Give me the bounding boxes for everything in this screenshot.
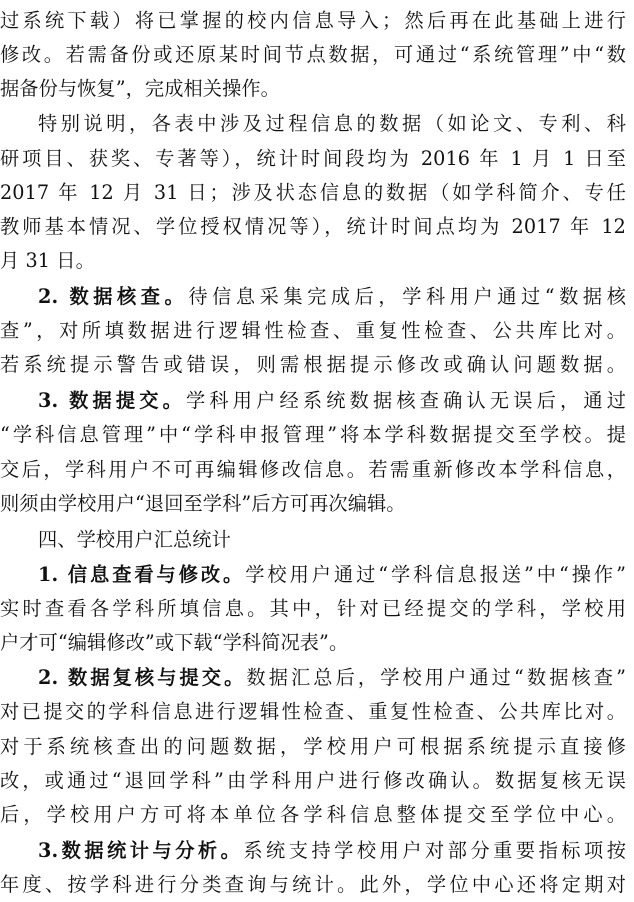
section-heading: 2. 数据复核与提交。 <box>38 666 247 690</box>
text-line <box>0 453 634 487</box>
line-text <box>38 384 626 418</box>
section-heading: 2. 数据核查。 <box>38 284 189 308</box>
section-heading: 3.数据统计与分析。 <box>38 838 244 862</box>
text-line <box>0 142 634 176</box>
line-text: 特别说明，各表中涉及过程信息的数据（如论文、专利、科 <box>38 112 626 136</box>
line-text: 对已提交的学科信息进行逻辑性检查、重复性检查、公共库比对。 <box>0 700 626 724</box>
line-text: 过系统下载）将已掌握的校内信息导入；然后再在此基础上进行 <box>0 9 626 32</box>
text-line <box>0 244 634 278</box>
line-text-segment: 数据汇总后，学校用户通过“数据核查” <box>246 666 626 690</box>
line-text: 年度、按学科进行分类查询与统计。此外，学位中心还将定期对 <box>0 873 626 896</box>
line-text <box>38 558 626 592</box>
text-line <box>0 176 634 210</box>
text-line <box>0 384 634 418</box>
line-text: 教师基本情况、学位授权情况等），统计时间点均为 2017 年 12 <box>0 214 626 238</box>
line-text-segment: 待信息采集完成后，学科用户通过“数据核 <box>188 284 626 308</box>
text-line <box>0 4 634 38</box>
text-line <box>0 38 634 72</box>
line-text: 据备份与恢复”，完成相关操作。 <box>0 77 280 101</box>
text-line <box>0 107 634 141</box>
text-line <box>0 314 634 348</box>
text-line <box>0 764 634 798</box>
line-text-segment: 学科用户经系统数据核查确认无误后，通过 <box>185 389 626 413</box>
line-text: 修改。若需备份或还原某时间节点数据，可通过“系统管理”中“数 <box>0 43 626 67</box>
text-line <box>0 592 634 626</box>
text-line <box>0 487 634 521</box>
section-heading: 3. 数据提交。 <box>38 389 186 413</box>
line-text: 查”，对所填数据进行逻辑性检查、重复性检查、公共库比对。 <box>0 319 626 343</box>
line-text: 后，学校用户方可将本单位各学科信息整体提交至学位中心。 <box>0 802 626 826</box>
line-text: “学科信息管理”中“学科申报管理”将本学科数据提交至学校。提 <box>0 423 626 447</box>
line-text: 户才可“编辑修改”或下载“学科简况表”。 <box>0 631 349 655</box>
line-text: 月 31 日。 <box>0 248 95 272</box>
text-line <box>0 661 634 695</box>
text-line <box>0 695 634 729</box>
text-line <box>0 523 634 557</box>
section-title: 四、学校用户汇总统计 <box>38 527 231 551</box>
line-text <box>38 661 626 695</box>
line-text: 交后，学科用户不可再编辑修改信息。若需重新修改本学科信息， <box>0 457 626 481</box>
line-text: 研项目、获奖、专著等），统计时间段均为 2016 年 1 月 1 日至 <box>0 146 626 170</box>
text-line <box>0 210 634 244</box>
line-text: 实时查看各学科所填信息。其中，针对已经提交的学科，学校用 <box>0 597 626 620</box>
line-text-segment: 系统支持学校用户对部分重要指标项按 <box>243 838 627 862</box>
text-line <box>0 626 634 660</box>
line-text: 若系统提示警告或错误，则需根据提示修改或确认问题数据。 <box>0 353 626 377</box>
line-text: 2017 年 12 月 31 日；涉及状态信息的数据（如学科简介、专任 <box>0 180 626 204</box>
text-line <box>0 418 634 452</box>
text-line <box>0 834 634 868</box>
text-line <box>0 558 634 592</box>
text-line <box>0 348 634 382</box>
line-text <box>38 834 626 868</box>
text-line <box>0 280 634 314</box>
line-text-segment: 学校用户通过“学科信息报送”中“操作” <box>245 562 627 586</box>
line-text: 改，或通过“退回学科”由学科用户进行修改确认。数据复核无误 <box>0 768 626 792</box>
text-line <box>0 730 634 764</box>
line-text: 对于系统核查出的问题数据，学校用户可根据系统提示直接修 <box>0 734 626 758</box>
line-text <box>38 280 626 314</box>
text-line <box>0 868 634 902</box>
line-text: 则须由学校用户“退回至学科”后方可再次编辑。 <box>0 491 406 515</box>
section-heading: 1. 信息查看与修改。 <box>38 562 246 586</box>
text-line <box>0 798 634 832</box>
text-line <box>0 72 634 106</box>
